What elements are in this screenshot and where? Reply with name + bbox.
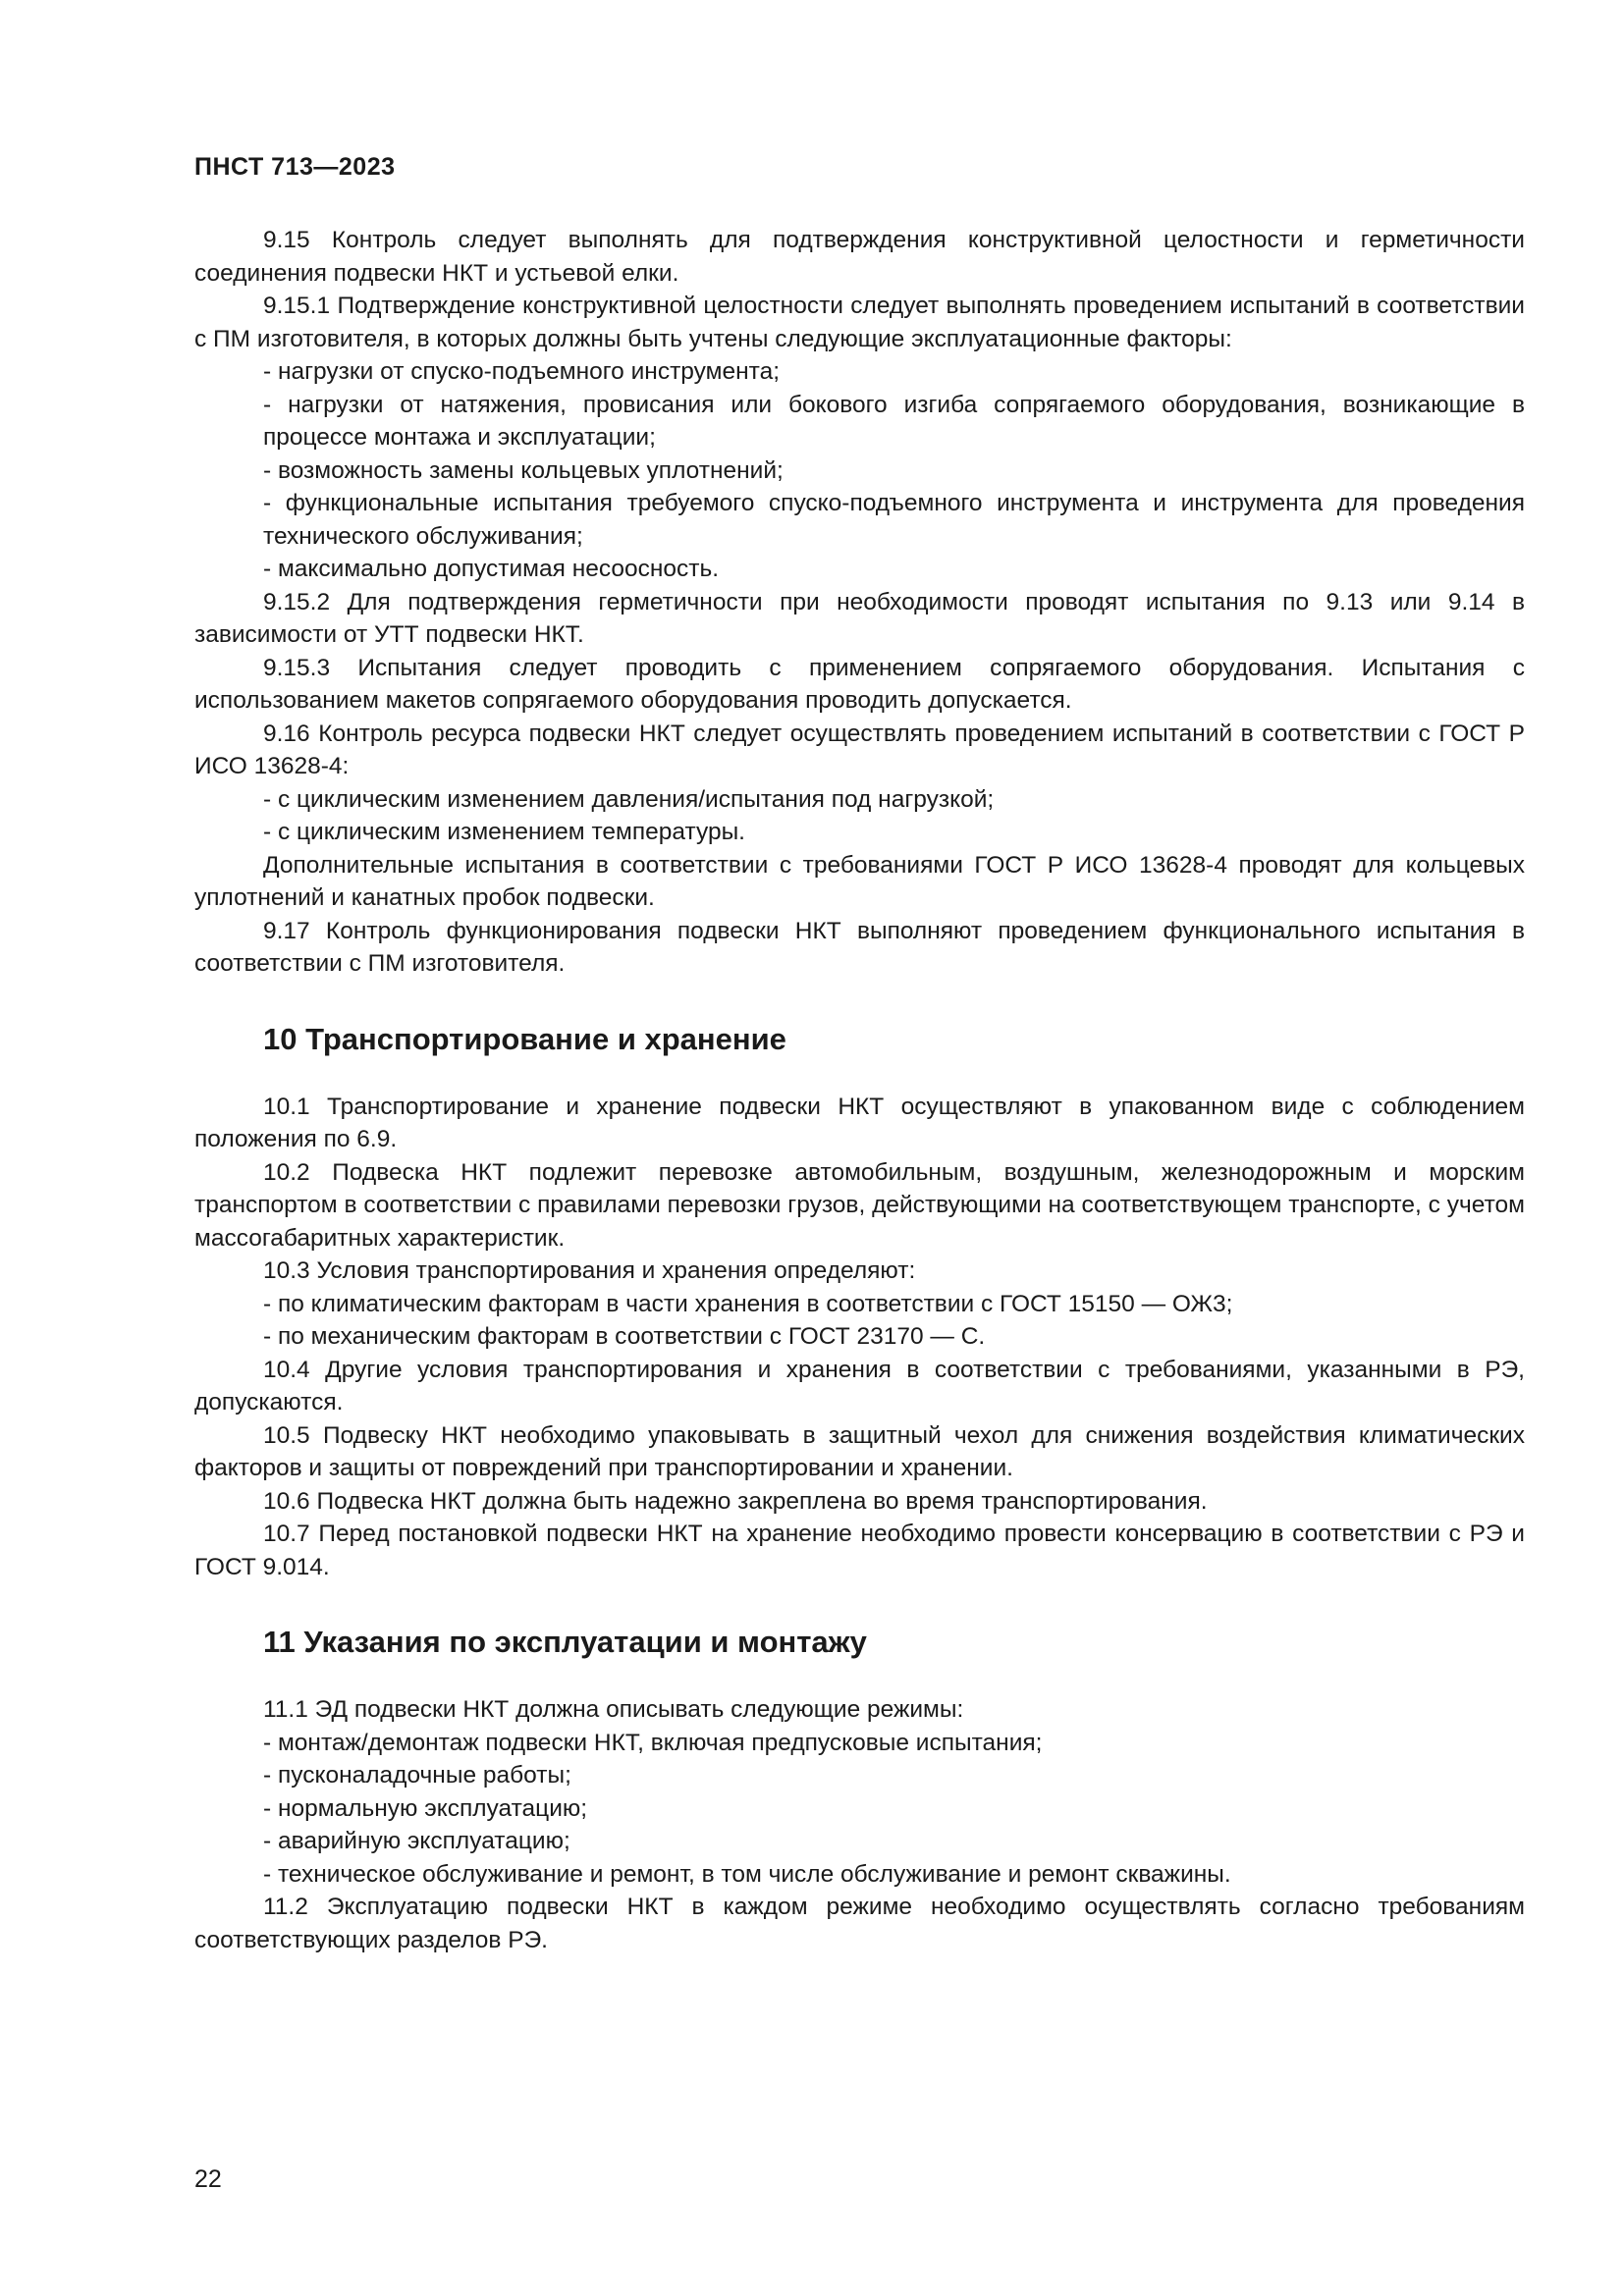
paragraph-9-15-1: 9.15.1 Подтверждение конструктивной целостности следует выполнять проведением испытаний в соответствии с ПМ изготовителя, в которых должны быть учтены следующие эксплуатационные факторы: [194, 293, 1525, 352]
list-item: - пусконаладочные работы; [263, 1762, 571, 1789]
list-item: - максимально допустимая несоосность. [263, 556, 720, 582]
list-item: - нормальную эксплуатацию; [263, 1794, 588, 1822]
paragraph-10-6: 10.6 Подвеска НКТ должна быть надежно закреплена во время транспортирования. [263, 1487, 1208, 1515]
paragraph-10-3: 10.3 Условия транспортирования и хранения определяют: [263, 1257, 916, 1284]
list-item: - с циклическим изменением температуры. [263, 819, 745, 845]
list-item: - нагрузки от спуско-подъемного инструмента; [263, 358, 781, 385]
paragraph-9-17: 9.17 Контроль функционирования подвески НКТ выполняют проведением функционального испытания в соответствии с ПМ изготовителя. [194, 917, 1525, 977]
paragraph-9-15-2: 9.15.2 Для подтверждения герметичности при необходимости проводят испытания по 9.13 или 9.14 в зависимости от УТТ подвески НКТ. [194, 588, 1525, 648]
paragraph-10-2: 10.2 Подвеска НКТ подлежит перевозке автомобильным, воздушным, железнодорожным и морским транспортом в соответствии с правилами перевозки грузов, действующими на соответствующем транспорте, с учетом массогабаритных характеристик. [194, 1158, 1525, 1252]
list-item: - по климатическим факторам в части хранения в соответствии с ГОСТ 15150 — ОЖ3; [263, 1290, 1233, 1317]
list-item: - аварийную эксплуатацию; [263, 1828, 570, 1854]
page-number: 22 [194, 2165, 222, 2193]
list-item: - по механическим факторам в соответствии с ГОСТ 23170 — С. [263, 1323, 986, 1350]
paragraph-9-16-extra: Дополнительные испытания в соответствии с требованиями ГОСТ Р ИСО 13628-4 проводят для кольцевых уплотнений и канатных пробок подвески. [194, 851, 1525, 911]
paragraph-10-5: 10.5 Подвеску НКТ необходимо упаковывать в защитный чехол для снижения воздействия климатических факторов и защиты от повреждений при транспортировании и хранении. [194, 1421, 1525, 1481]
paragraph-9-15: 9.15 Контроль следует выполнять для подтверждения конструктивной целостности и герметичности соединения подвески НКТ и устьевой елки. [194, 227, 1525, 287]
paragraph-10-4: 10.4 Другие условия транспортирования и хранения в соответствии с требованиями, указанными в РЭ, допускаются. [194, 1356, 1525, 1415]
list-item: - нагрузки от натяжения, провисания или бокового изгиба сопрягаемого оборудования, возникающие в процессе монтажа и эксплуатации; [263, 391, 1525, 451]
paragraph-11-2: 11.2 Эксплуатацию подвески НКТ в каждом режиме необходимо осуществлять согласно требованиям соответствующих разделов РЭ. [194, 1894, 1525, 1953]
paragraph-9-16: 9.16 Контроль ресурса подвески НКТ следует осуществлять проведением испытаний в соответствии с ГОСТ Р ИСО 13628-4: [194, 720, 1525, 779]
paragraph-9-15-3: 9.15.3 Испытания следует проводить с применением сопрягаемого оборудования. Испытания с использованием макетов сопрягаемого оборудования проводить допускается. [194, 654, 1525, 714]
page-body [194, 224, 1525, 1956]
section-heading-11: 11 Указания по эксплуатации и монтажу [263, 1625, 867, 1659]
paragraph-10-7: 10.7 Перед постановкой подвески НКТ на хранение необходимо провести консервацию в соответствии с РЭ и ГОСТ 9.014. [194, 1521, 1525, 1580]
list-item: - монтаж/демонтаж подвески НКТ, включая предпусковые испытания; [263, 1729, 1043, 1756]
section-heading-10: 10 Транспортирование и хранение [263, 1021, 786, 1056]
list-item: - функциональные испытания требуемого спуско-подъемного инструмента и инструмента для проведения технического обслуживания; [263, 490, 1525, 550]
paragraph-10-1: 10.1 Транспортирование и хранение подвески НКТ осуществляют в упакованном виде с соблюдением положения по 6.9. [194, 1093, 1525, 1152]
list-item: - возможность замены кольцевых уплотнений; [263, 456, 784, 484]
list-item: - техническое обслуживание и ремонт, в том числе обслуживание и ремонт скважины. [263, 1860, 1231, 1888]
paragraph-11-1: 11.1 ЭД подвески НКТ должна описывать следующие режимы: [263, 1696, 964, 1723]
document-code: ПНСТ 713—2023 [194, 153, 396, 181]
list-item: - с циклическим изменением давления/испытания под нагрузкой; [263, 785, 995, 813]
